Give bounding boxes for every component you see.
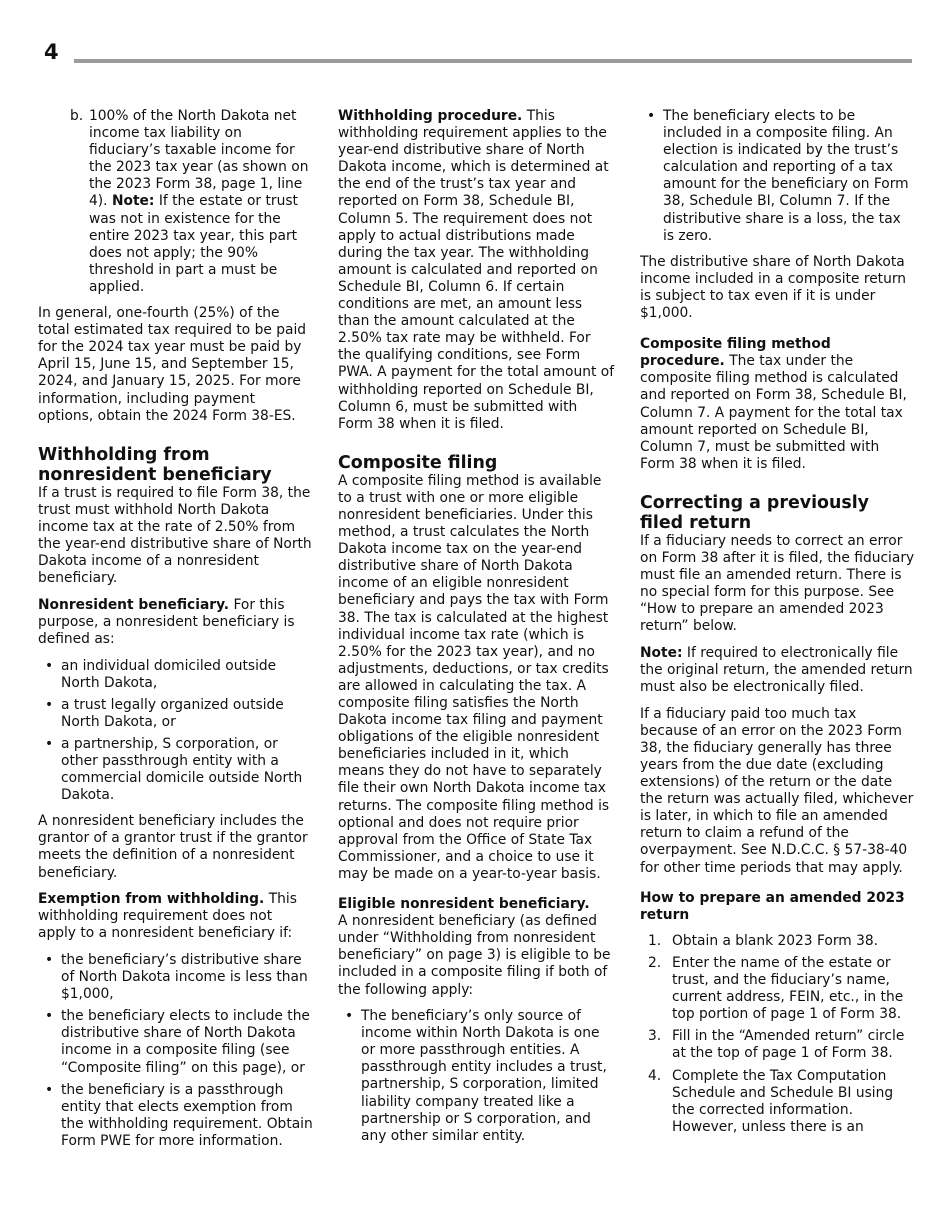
amended-steps-list bbox=[640, 933, 916, 1136]
list-item: • a trust legally organized outside North Dakota, or bbox=[38, 697, 314, 731]
withholding-procedure-label: Withholding procedure. bbox=[338, 108, 523, 124]
composite-procedure-text: The tax under the composite filing method is calculated and reported on Form 38, Schedule BI, Column 7. A payment for the total tax amount reported on Schedule BI, Column 7, must be submitted with Form 38 when it is filed. bbox=[640, 353, 907, 472]
step-text: Enter the name of the estate or trust, and the fiduciary’s name, current address, FEIN, etc., in the top portion of page 1 of Form 38. bbox=[672, 954, 904, 1023]
step-number: 4. bbox=[648, 1067, 662, 1084]
header-rule bbox=[74, 59, 912, 63]
exemption-list bbox=[38, 952, 314, 1150]
list-item: • a partnership, S corporation, or other passthrough entity with a commercial domicile outside North Dakota. bbox=[38, 736, 314, 804]
exemption-paragraph bbox=[38, 891, 314, 942]
withholding-procedure-text: This withholding requirement applies to the year-end distributive share of North Dakota income, which is determined at the end of the trust’s tax year and reported on Form 38, Schedule BI, Column 5. The requirement does not apply to actual distributions made during the tax year. The withholding amount is calculated and reported on Schedule BI, Column 6. If certain conditions are met, an amount less than the amount calculated at the 2.50% tax rate may be withheld. For the qualifying conditions, see Form PWA. A payment for the total amount of withholding reported on Schedule BI, Column 6, must be submitted with Form 38 when it is filed. bbox=[338, 108, 615, 432]
page-number: 4 bbox=[44, 40, 59, 64]
list-item: • the beneficiary elects to include the distributive share of North Dakota income in a composite filing (see “Composite filing” on this page), or bbox=[38, 1008, 314, 1076]
amended-return-heading: How to prepare an amended 2023 return bbox=[640, 889, 905, 923]
note-text: If the estate or trust was not in existence for the entire 2023 tax year, this part does not apply; the 90% threshold in part a must be applied. bbox=[89, 193, 298, 295]
composite-filing-paragraph: A composite filing method is available to a trust with one or more eligible nonresident beneficiaries. Under this method, a trust calculates the North Dakota income tax on the year-end distributive share of North Dakota income of an eligible nonresident beneficiary and pays the tax with Form 38. The tax is calculated at the highest individual income tax rate (which is 2.50% for the 2023 tax year), and no adjustments, deductions, or tax credits are allowed in calculating the tax. A composite filing satisfies the North Dakota income tax filing and payment obligations of the eligible nonresident beneficiaries included in it, which means they do not have to separately file their own North Dakota income tax returns. The composite filing method is optional and does not require prior approval from the Office of State Tax Commissioner, and a choice to use it may be made on a year-to-year basis. bbox=[338, 472, 610, 882]
list-item: • The beneficiary elects to be included in a composite filing. An election is indicated by the trust’s calculation and reporting of a tax amount for the beneficiary on Form 38, Schedule BI, Column 7. If the distributive share is a loss, the tax is zero. bbox=[640, 108, 916, 245]
note-text: If required to electronically file the original return, the amended return must also be electronically filed. bbox=[640, 644, 913, 696]
list-item bbox=[640, 955, 916, 1023]
list-item: • the beneficiary is a passthrough entity that elects exemption from the withholding requirement. Obtain Form PWE for more information. bbox=[38, 1082, 314, 1150]
elect-list bbox=[640, 108, 916, 245]
list-item bbox=[640, 933, 916, 950]
list-item-b-text: 100% of the North Dakota net income tax liability on fiduciary’s taxable income for the 2023 tax year (as shown on the 2023 Form 38, page 1, line 4). bbox=[89, 108, 309, 210]
note-label: Note: bbox=[640, 644, 683, 661]
nonresident-text: For this purpose, a nonresident beneficiary is defined as: bbox=[38, 596, 295, 647]
list-item bbox=[640, 1028, 916, 1062]
step-text: Complete the Tax Computation Schedule and Schedule BI using the corrected information. However, unless there is an bbox=[672, 1067, 894, 1135]
correcting-heading: Correcting a previously filed return bbox=[640, 492, 870, 533]
list-item: • the beneficiary’s distributive share of North Dakota income is less than $1,000, bbox=[38, 952, 314, 1003]
column-2 bbox=[338, 108, 616, 1154]
exemption-text: This withholding requirement does not apply to a nonresident beneficiary if: bbox=[38, 891, 297, 942]
withholding-paragraph: If a trust is required to file Form 38, the trust must withhold North Dakota income tax at the rate of 2.50% from the year-end distributive share of North Dakota income of a nonresident beneficiary. bbox=[38, 484, 312, 587]
list-item: • The beneficiary’s only source of income within North Dakota is one or more passthrough entities. A passthrough entity includes a trust, partnership, S corporation, limited liability company treated like a partnership or S corporation, and any other similar entity. bbox=[338, 1008, 616, 1145]
nonresident-list bbox=[38, 658, 314, 805]
composite-procedure-label: Composite filing method procedure. bbox=[640, 336, 831, 370]
list-item bbox=[640, 1068, 916, 1136]
withholding-heading: Withholding from nonresident beneficiary bbox=[38, 444, 272, 485]
step-text: Obtain a blank 2023 Form 38. bbox=[672, 932, 879, 949]
nonresident-definition bbox=[38, 597, 314, 648]
step-text: Fill in the “Amended return” circle at the top of page 1 of Form 38. bbox=[672, 1028, 905, 1062]
list-item: • an individual domiciled outside North Dakota, bbox=[38, 658, 314, 692]
exemption-label: Exemption from withholding. bbox=[38, 891, 265, 908]
column-1 bbox=[38, 108, 314, 1159]
composite-filing-heading: Composite filing bbox=[338, 452, 498, 473]
withholding-procedure-paragraph bbox=[338, 108, 616, 433]
step-number: 3. bbox=[648, 1028, 662, 1045]
correcting-paragraph: If a fiduciary needs to correct an error on Form 38 after it is filed, the fiduciary must file an amended return. There is no special form for this purpose. See “How to prepare an amended 2023 return” below. bbox=[640, 532, 915, 635]
distributive-share-paragraph: The distributive share of North Dakota income included in a composite return is subject to tax even if it is under $1,000. bbox=[640, 253, 907, 322]
eligible-list bbox=[338, 1008, 616, 1145]
composite-procedure-paragraph bbox=[640, 336, 916, 473]
grantor-paragraph: A nonresident beneficiary includes the grantor of a grantor trust if the grantor meets the definition of a nonresident beneficiary. bbox=[38, 813, 308, 881]
eligible-beneficiary-heading: Eligible nonresident beneficiary. bbox=[338, 896, 590, 913]
estimated-tax-paragraph: In general, one-fourth (25%) of the total estimated tax required to be paid for the 2024 tax year must be paid by April 15, June 15, and September 15, 2024, and January 15, 2025. For more information, including payment options, obtain the 2024 Form 38-ES. bbox=[38, 305, 307, 424]
step-number: 2. bbox=[648, 954, 662, 971]
list-item-b bbox=[38, 108, 314, 296]
overpaid-paragraph: If a fiduciary paid too much tax because of an error on the 2023 Form 38, the fiduciary generally has three years from the due date (excluding extensions) of the return or the date the return was actually filed, whichever is later, in which to file an amended return to claim a refund of the overpayment. See N.D.C.C. § 57-38-40 for other time periods that may apply. bbox=[640, 705, 914, 876]
column-3 bbox=[640, 108, 916, 1141]
note-label: Note: bbox=[111, 193, 155, 210]
eligible-beneficiary-paragraph: A nonresident beneficiary (as defined under “Withholding from nonresident beneficiary” on page 3) is eligible to be included in a composite filing if both of the following apply: bbox=[338, 913, 611, 998]
step-number: 1. bbox=[648, 932, 662, 949]
list-item-b-label: b. bbox=[70, 108, 84, 124]
electronic-note-paragraph bbox=[640, 645, 916, 696]
nonresident-label: Nonresident beneficiary. bbox=[38, 596, 230, 613]
